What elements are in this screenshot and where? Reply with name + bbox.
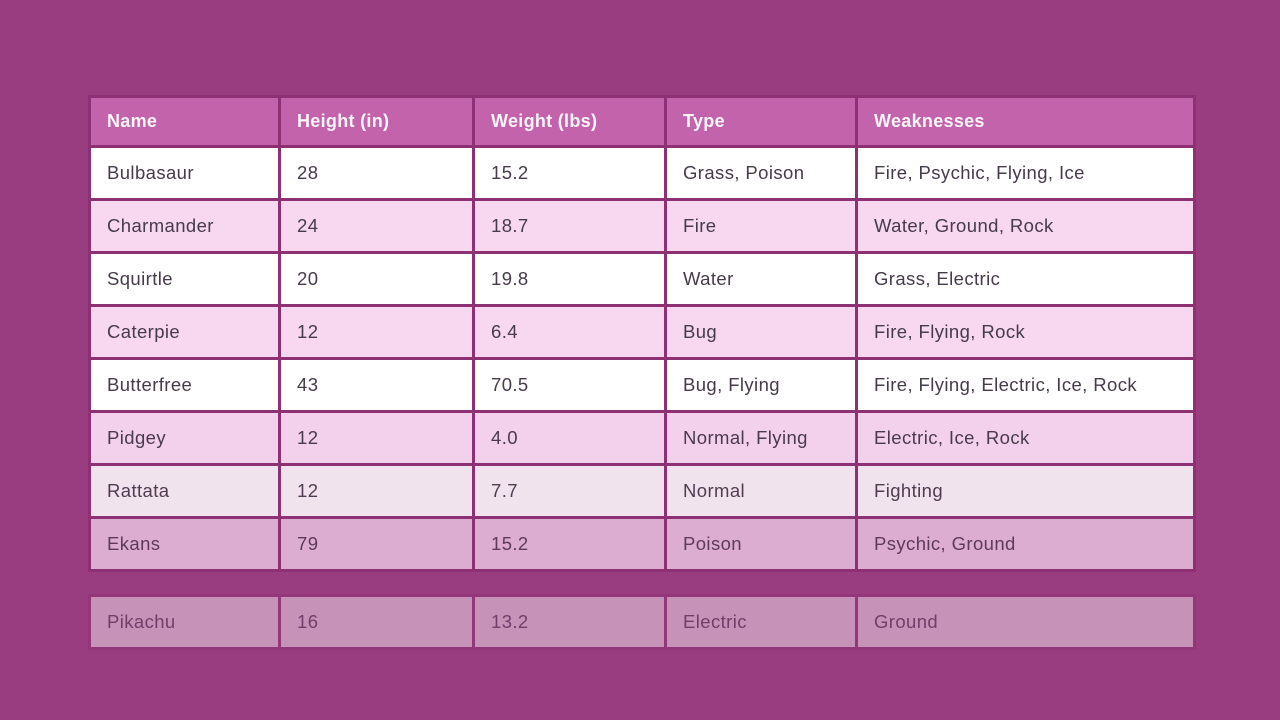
table-row bbox=[90, 359, 1195, 412]
cell-name: Rattata bbox=[90, 465, 280, 518]
table-row bbox=[90, 518, 1195, 571]
cell-type: Bug bbox=[666, 306, 857, 359]
pokemon-table-stage bbox=[88, 95, 1193, 650]
cell-weight: 13.2 bbox=[474, 596, 666, 649]
cell-weaknesses: Electric, Ice, Rock bbox=[857, 412, 1195, 465]
cell-height: 12 bbox=[280, 412, 474, 465]
cell-weight: 19.8 bbox=[474, 253, 666, 306]
cell-type: Poison bbox=[666, 518, 857, 571]
cell-height: 28 bbox=[280, 147, 474, 200]
table-row bbox=[90, 200, 1195, 253]
cell-name: Squirtle bbox=[90, 253, 280, 306]
cell-height: 43 bbox=[280, 359, 474, 412]
cell-weaknesses: Ground bbox=[857, 596, 1195, 649]
cell-weight: 7.7 bbox=[474, 465, 666, 518]
cell-name: Charmander bbox=[90, 200, 280, 253]
column-header-weaknesses: Weaknesses bbox=[857, 97, 1195, 147]
column-header-name: Name bbox=[90, 97, 280, 147]
cell-type: Grass, Poison bbox=[666, 147, 857, 200]
table-row bbox=[90, 147, 1195, 200]
cell-name: Pikachu bbox=[90, 596, 280, 649]
cell-height: 24 bbox=[280, 200, 474, 253]
cell-type: Bug, Flying bbox=[666, 359, 857, 412]
column-header-height: Height (in) bbox=[280, 97, 474, 147]
table-row bbox=[90, 253, 1195, 306]
cell-name: Butterfree bbox=[90, 359, 280, 412]
column-header-type: Type bbox=[666, 97, 857, 147]
cell-name: Pidgey bbox=[90, 412, 280, 465]
cell-weaknesses: Fire, Psychic, Flying, Ice bbox=[857, 147, 1195, 200]
cell-type: Electric bbox=[666, 596, 857, 649]
cell-weaknesses: Fire, Flying, Rock bbox=[857, 306, 1195, 359]
pokemon-table bbox=[88, 95, 1196, 572]
table-row bbox=[90, 465, 1195, 518]
cell-weight: 6.4 bbox=[474, 306, 666, 359]
cell-weight: 18.7 bbox=[474, 200, 666, 253]
cell-weight: 4.0 bbox=[474, 412, 666, 465]
cell-type: Fire bbox=[666, 200, 857, 253]
cell-weight: 70.5 bbox=[474, 359, 666, 412]
cell-type: Water bbox=[666, 253, 857, 306]
cell-name: Bulbasaur bbox=[90, 147, 280, 200]
cell-weaknesses: Fighting bbox=[857, 465, 1195, 518]
table-row bbox=[90, 306, 1195, 359]
table-row bbox=[90, 412, 1195, 465]
cell-weaknesses: Water, Ground, Rock bbox=[857, 200, 1195, 253]
cell-name: Caterpie bbox=[90, 306, 280, 359]
cell-height: 16 bbox=[280, 596, 474, 649]
cell-height: 12 bbox=[280, 306, 474, 359]
pokemon-table-detached-row bbox=[88, 594, 1196, 650]
column-header-weight: Weight (lbs) bbox=[474, 97, 666, 147]
cell-height: 20 bbox=[280, 253, 474, 306]
cell-weight: 15.2 bbox=[474, 147, 666, 200]
cell-weaknesses: Fire, Flying, Electric, Ice, Rock bbox=[857, 359, 1195, 412]
table-header-row bbox=[90, 97, 1195, 147]
cell-type: Normal, Flying bbox=[666, 412, 857, 465]
cell-weight: 15.2 bbox=[474, 518, 666, 571]
cell-type: Normal bbox=[666, 465, 857, 518]
table-row bbox=[90, 596, 1195, 649]
cell-weaknesses: Grass, Electric bbox=[857, 253, 1195, 306]
cell-height: 12 bbox=[280, 465, 474, 518]
cell-weaknesses: Psychic, Ground bbox=[857, 518, 1195, 571]
cell-height: 79 bbox=[280, 518, 474, 571]
cell-name: Ekans bbox=[90, 518, 280, 571]
